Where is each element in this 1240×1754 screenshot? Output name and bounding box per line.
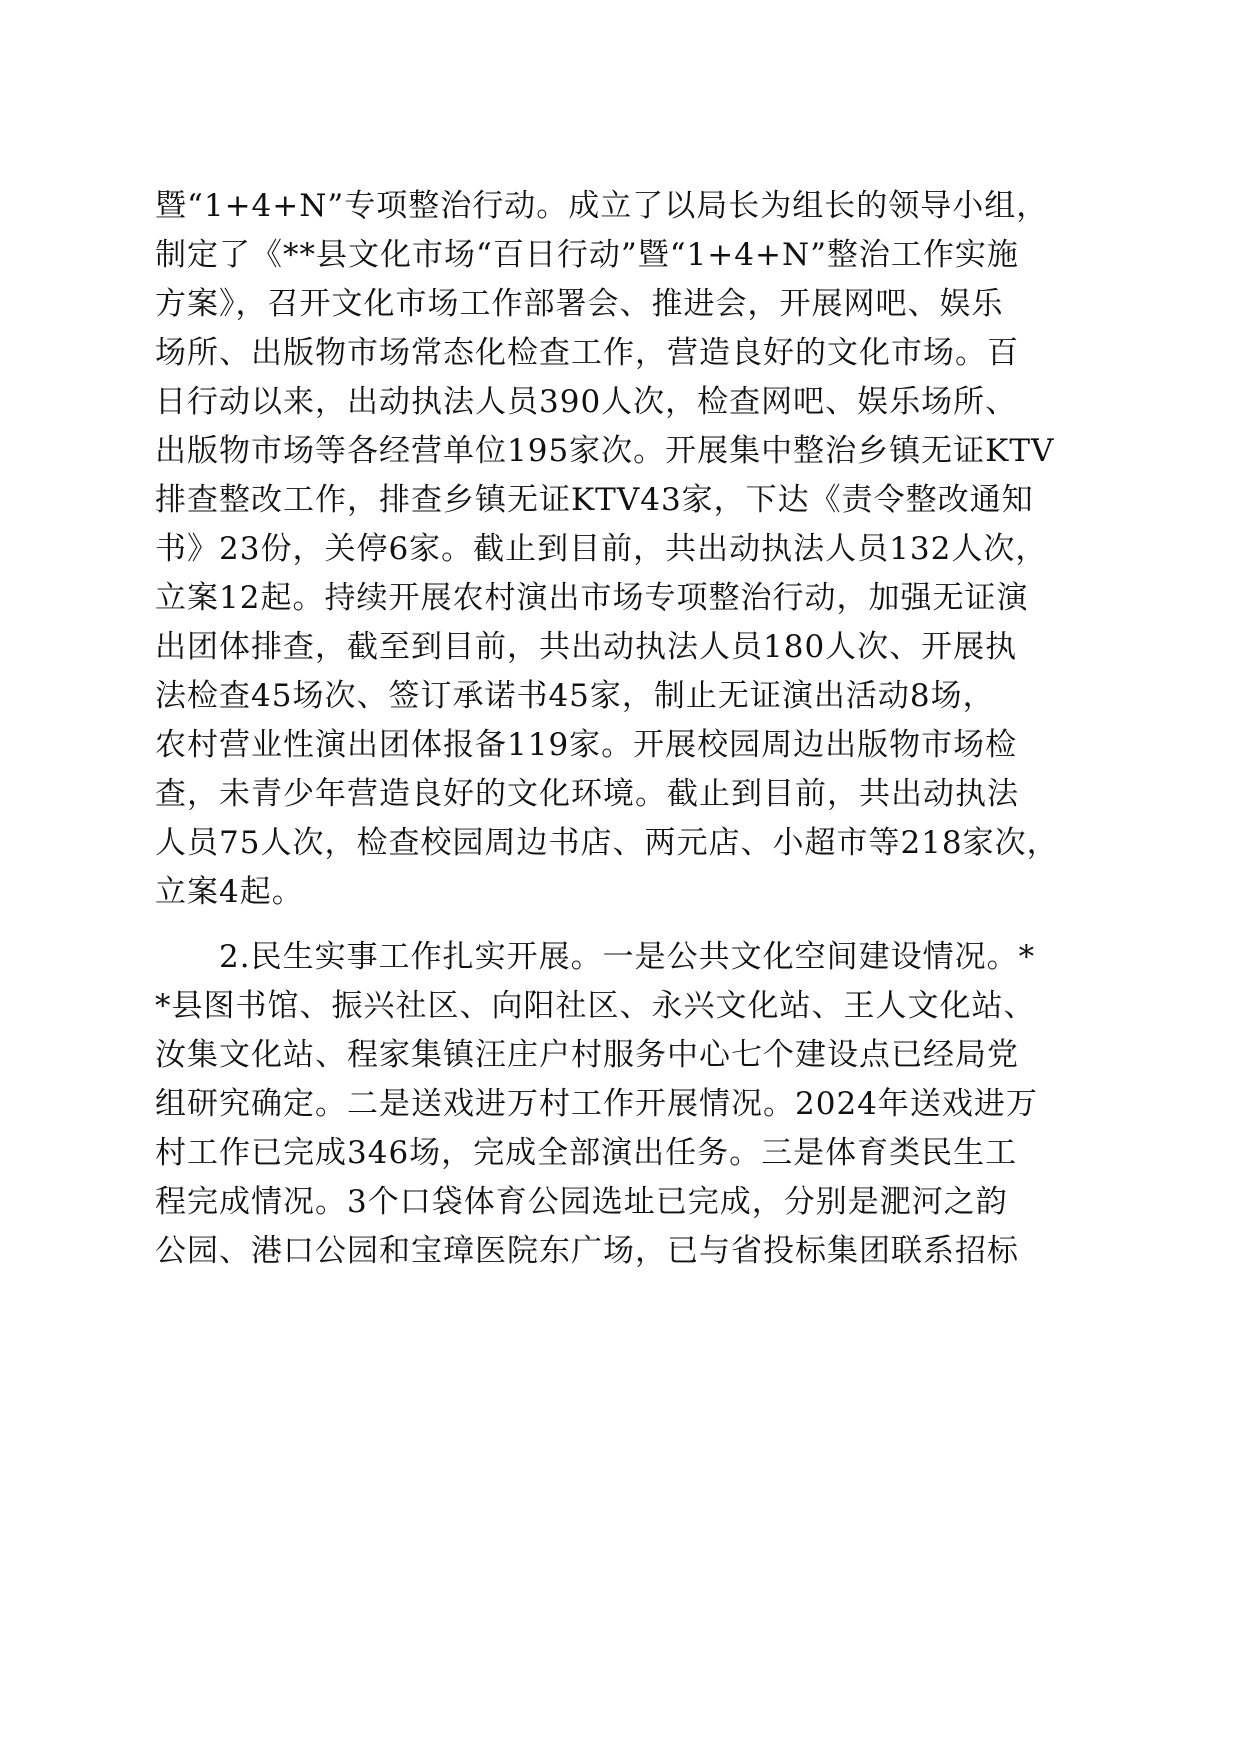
text-line: 2.民生实事工作扎实开展。一是公共文化空间建设情况。* <box>219 939 1036 975</box>
text-line: 场所、出版物市场常态化检查工作，营造良好的文化市场。百 <box>155 335 1019 371</box>
text-line: 组研究确定。二是送戏进万村工作开展情况。2024年送戏进万 <box>155 1086 1038 1122</box>
text-line: 查，未青少年营造良好的文化环境。截止到目前，共出动执法 <box>155 776 1019 812</box>
text-line: 出版物市场等各经营单位195家次。开展集中整治乡镇无证KTV <box>155 433 1055 469</box>
text-line: 立案4起。 <box>155 874 304 910</box>
text-line: 书》23份，关停6家。截止到目前，共出动执法人员132人次， <box>155 531 1048 567</box>
text-line: 公园、港口公园和宝璋医院东广场，已与省投标集团联系招标 <box>155 1233 1019 1269</box>
text-line: 出团体排查，截至到目前，共出动执法人员180人次、开展执 <box>155 629 1018 665</box>
paragraph-2 <box>155 933 1085 1276</box>
text-line: 制定了《**县文化市场“百日行动”暨“1+4+N”整治工作实施 <box>155 237 1019 273</box>
paragraph-1 <box>155 182 1085 917</box>
text-line: 村工作已完成346场，完成全部演出任务。三是体育类民生工 <box>155 1135 1018 1171</box>
text-line: 方案》，召开文化市场工作部署会、推进会，开展网吧、娱乐 <box>155 286 1004 322</box>
text-line: 农村营业性演出团体报备119家。开展校园周边出版物市场检 <box>155 727 1018 763</box>
text-line: 法检查45场次、签订承诺书45家，制止无证演出活动8场， <box>155 678 995 714</box>
paragraph-spacer <box>155 917 1085 933</box>
text-line: 暨“1+4+N”专项整治行动。成立了以局长为组长的领导小组， <box>155 188 1049 224</box>
document-body <box>155 182 1085 1276</box>
text-line: 人员75人次，检查校园周边书店、两元店、小超市等218家次， <box>155 825 1059 861</box>
text-line: 程完成情况。3个口袋体育公园选址已完成，分别是淝河之韵 <box>155 1184 1008 1220</box>
text-line: 汝集文化站、程家集镇汪庄户村服务中心七个建设点已经局党 <box>155 1037 1019 1073</box>
text-line: 日行动以来，出动执法人员390人次，检查网吧、娱乐场所、 <box>155 384 1018 420</box>
text-line: *县图书馆、振兴社区、向阳社区、永兴文化站、王人文化站、 <box>155 988 1036 1024</box>
text-line: 立案12起。持续开展农村演出市场专项整治行动，加强无证演 <box>155 580 1029 616</box>
text-line: 排查整改工作，排查乡镇无证KTV43家，下达《责令整改通知 <box>155 482 1034 518</box>
